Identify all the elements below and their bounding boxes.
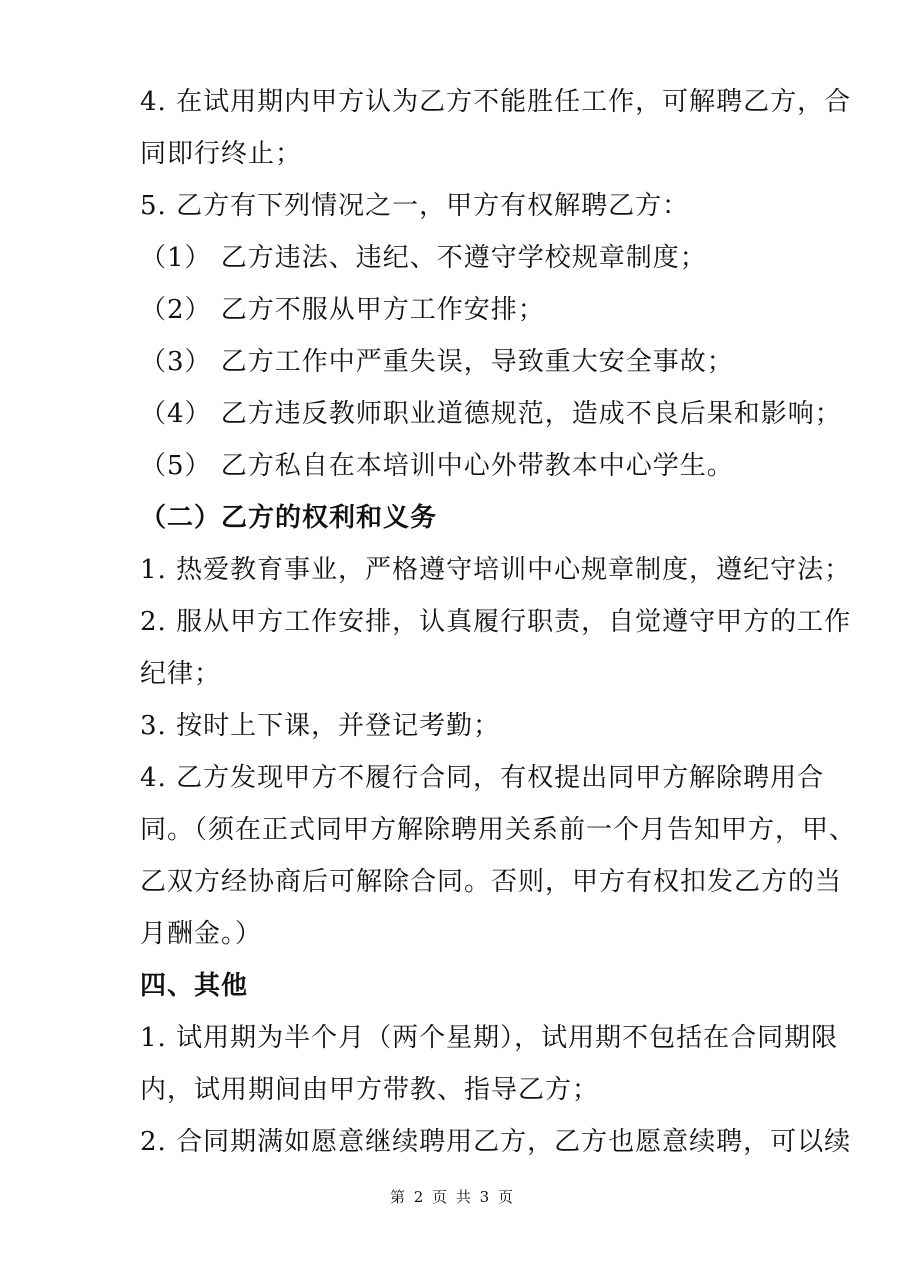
section-heading-rights: （二）乙方的权利和义务: [140, 503, 438, 533]
duty-2-line-1: 2. 服从甲方工作安排，认真履行职责，自觉遵守甲方的工作: [140, 607, 852, 637]
duty-4-line-3: 乙双方经协商后可解除合同。否则，甲方有权扣发乙方的当: [140, 867, 843, 897]
sub-item-2: （2） 乙方不服从甲方工作安排；: [140, 295, 545, 325]
duty-4-line-4: 月酬金。）: [140, 919, 263, 949]
duty-2-line-2: 纪律；: [140, 659, 222, 689]
duty-3-line: 3. 按时上下课，并登记考勤；: [140, 711, 501, 741]
duty-4-line-2: 同。（须在正式同甲方解除聘用关系前一个月告知甲方，甲、: [140, 815, 857, 845]
sub-item-1: （1） 乙方违法、违纪、不遵守学校规章制度；: [140, 243, 707, 273]
other-1-line-1: 1. 试用期为半个月（两个星期），试用期不包括在合同期限: [140, 1023, 839, 1053]
sub-item-4: （4） 乙方违反教师职业道德规范，造成不良后果和影响；: [140, 399, 842, 429]
section-heading-other: 四、其他: [140, 971, 249, 1001]
other-1-line-2: 内，试用期间由甲方带教、指导乙方；: [140, 1075, 600, 1105]
other-2-line-1: 2. 合同期满如愿意继续聘用乙方，乙方也愿意续聘，可以续: [140, 1127, 852, 1157]
sub-item-3: （3） 乙方工作中严重失误，导致重大安全事故；: [140, 347, 734, 377]
clause-4-line-1: 4. 在试用期内甲方认为乙方不能胜任工作，可解聘乙方，合: [140, 87, 852, 117]
duty-4-line-1: 4. 乙方发现甲方不履行合同，有权提出同甲方解除聘用合: [140, 763, 825, 793]
duty-1-line: 1. 热爱教育事业，严格遵守培训中心规章制度，遵纪守法；: [140, 555, 852, 585]
page-footer: 第 2 页 共 3 页: [390, 1188, 515, 1206]
sub-item-5: （5） 乙方私自在本培训中心外带教本中心学生。: [140, 451, 734, 481]
clause-4-line-2: 同即行终止；: [140, 139, 303, 169]
clause-5-line: 5. 乙方有下列情况之一，甲方有权解聘乙方：: [140, 191, 690, 221]
